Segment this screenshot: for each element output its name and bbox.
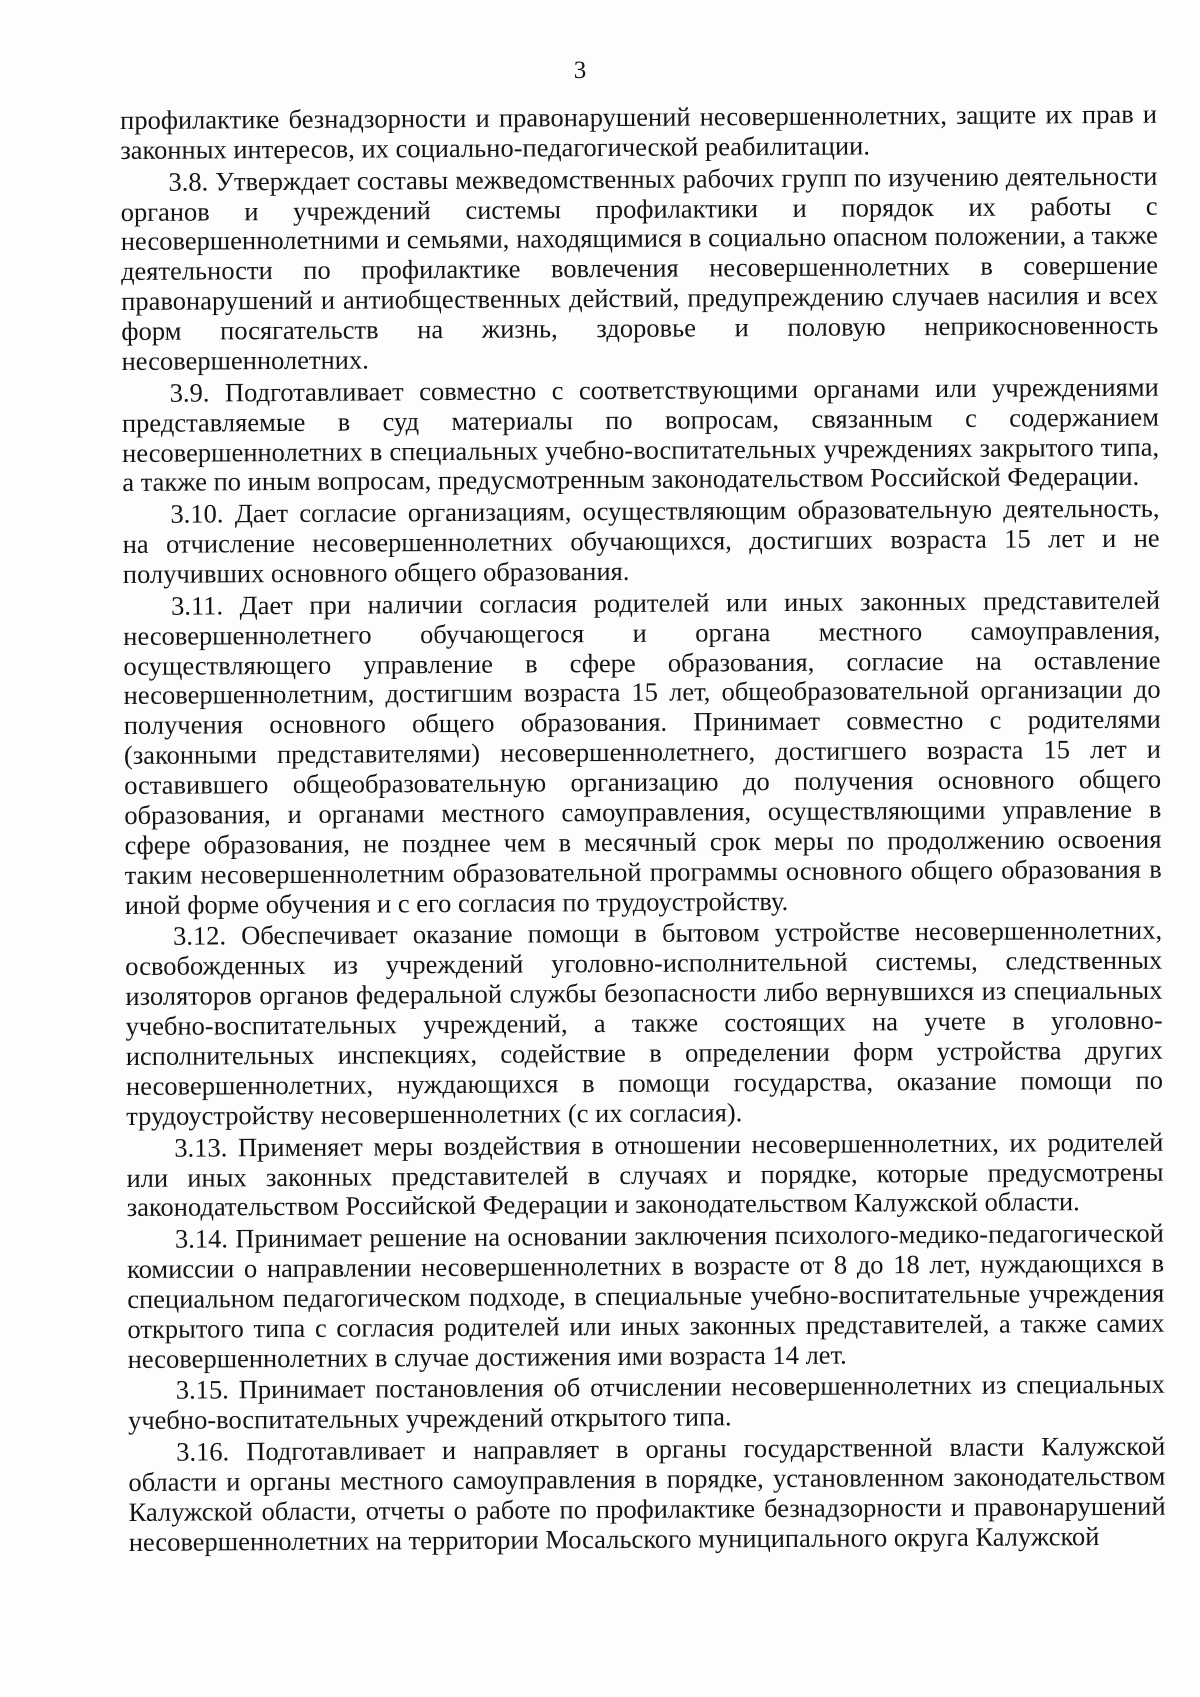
document-body	[120, 100, 1166, 1560]
paragraph-3-13: 3.13. Применяет меры воздействия в отношении несовершеннолетних, их родителей или иных законных представителей в случаях и порядке, которые предусмотрены законодательством Российской Федерации и законодательством Калужской области.	[126, 1126, 1164, 1223]
paragraph-3-16: 3.16. Подготавливает и направляет в органы государственной власти Калужской области и органы местного самоуправления в порядке, установленном законодательством Калужской области, отчеты о работе по профилактике безнадзорности и правонарушений несовершеннолетних на территории Мосальского муниципального округа Калужской	[128, 1430, 1166, 1557]
paragraph-3-9: 3.9. Подготавливает совместно с соответствующими органами или учреждениями представляемые в суд материалы по вопросам, связанным с содержанием несовершеннолетних в специальных учебно-воспитательных учреждениях закрытого типа, а также по иным вопросам, предусмотренным законодательством Российской Федерации.	[121, 371, 1160, 498]
paragraph-continuation: профилактике безнадзорности и правонарушений несовершеннолетних, защите их прав и законных интересов, их социально-педагогической реабилитации.	[119, 98, 1158, 165]
paragraph-3-15: 3.15. Принимает постановления об отчислении несовершеннолетних из специальных учебно-воспитательных учреждений открытого типа.	[127, 1369, 1165, 1436]
paragraph-3-12: 3.12. Обеспечивает оказание помощи в бытовом устройстве несовершеннолетних, освобожденных из учреждений уголовно-исполнительной системы, следственных изоляторов органов федеральной службы безопасности либо вернувшихся из специальных учебно-воспитательных учреждений, а также состоящих на учете в уголовно-исполнительных инспекциях, содействие в определении форм устройства других несовершеннолетних, нуждающихся в помощи государства, оказание помощи по трудоустройству несовершеннолетних (с их согласия).	[125, 915, 1164, 1131]
paragraph-3-10: 3.10. Дает согласие организациям, осуществляющим образовательную деятельность, на отчисление несовершеннолетних обучающихся, достигших возраста 15 лет и не получивших основного общего образования.	[122, 492, 1160, 589]
paragraph-3-11: 3.11. Дает при наличии согласия родителей или иных законных представителей несовершеннолетнего обучающегося и органа местного самоуправления, осуществляющего управление в сфере образования, согласие на оставление несовершеннолетним, достигшим возраста 15 лет, общеобразовательной организации до получения основного общего образования. Принимает совместно с родителями (законными представителями) несовершеннолетнего, достигшего возраста 15 лет и оставившего общеобразовательную организацию до получения основного общего образования, и органами местного самоуправления, осуществляющими управление в сфере образования, не позднее чем в месячный срок меры по продолжению освоения таким несовершеннолетним образовательной программы основного общего образования в иной форме обучения и с его согласия по трудоустройству.	[123, 584, 1162, 920]
paragraph-3-8: 3.8. Утверждает составы межведомственных рабочих групп по изучению деятельности органов и учреждений системы профилактики и порядок их работы с несовершеннолетними и семьями, находящимися в социально опасном положении, а также деятельности по профилактике вовлечения несовершеннолетних в совершение правонарушений и антиобщественных действий, предупреждению случаев насилия и всех форм посягательств на жизнь, здоровье и половую неприкосновенность несовершеннолетних.	[120, 160, 1159, 377]
paragraph-3-14: 3.14. Принимает решение на основании заключения психолого-медико-педагогической комиссии о направлении несовершеннолетних в возрасте от 8 до 18 лет, нуждающихся в специальном педагогическом подходе, в специальные учебно-воспитательные учреждения открытого типа с согласия родителей или иных законных представителей, а также самих несовершеннолетних в случае достижения ими возраста 14 лет.	[127, 1217, 1165, 1374]
page-number: 3	[573, 57, 587, 84]
